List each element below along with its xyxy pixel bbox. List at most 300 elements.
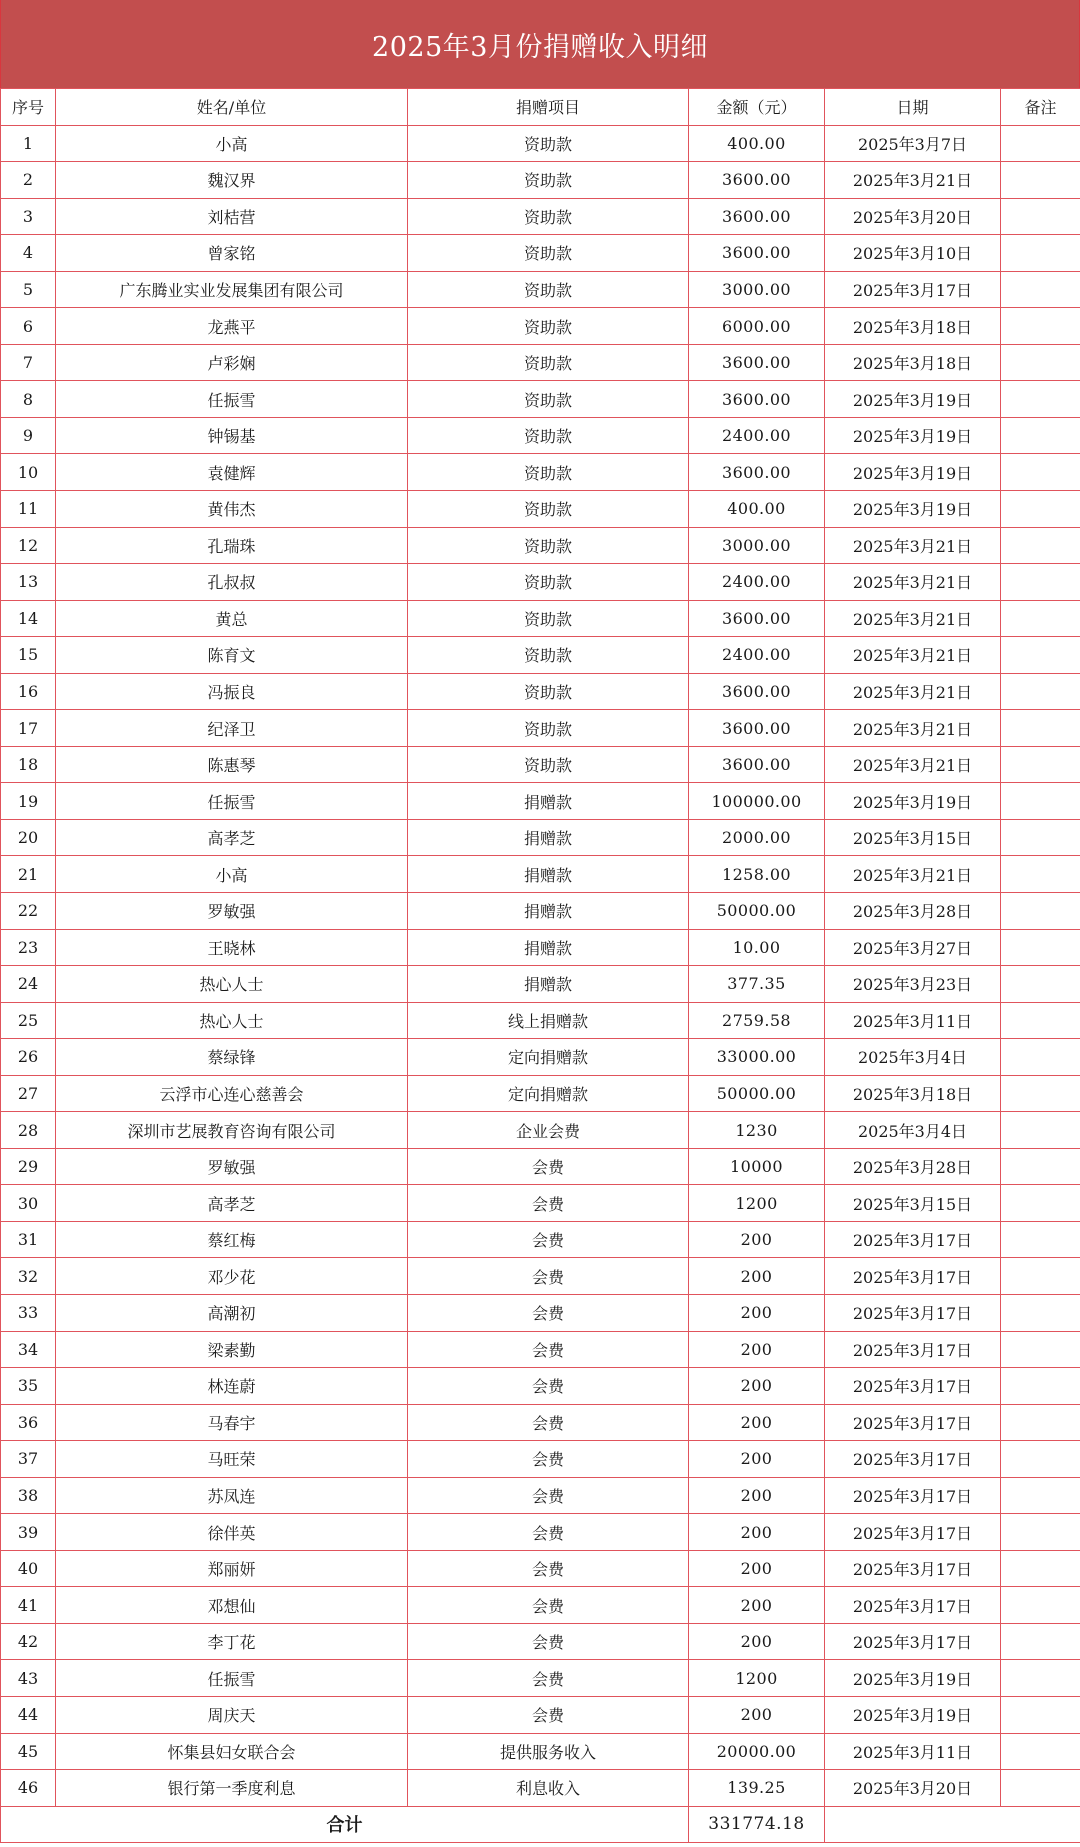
cell-amount: 1230 bbox=[689, 1112, 825, 1149]
cell-amount: 3600.00 bbox=[689, 600, 825, 637]
table-row bbox=[1, 1112, 1080, 1149]
cell-amount: 3600.00 bbox=[689, 710, 825, 747]
cell-project: 资助款 bbox=[408, 454, 689, 491]
table-row bbox=[1, 1550, 1080, 1587]
cell-date: 2025年3月18日 bbox=[825, 344, 1001, 381]
table-row bbox=[1, 1697, 1080, 1734]
cell-amount: 33000.00 bbox=[689, 1039, 825, 1076]
cell-amount: 1200 bbox=[689, 1185, 825, 1222]
cell-amount: 10000 bbox=[689, 1148, 825, 1185]
table-row bbox=[1, 856, 1080, 893]
cell-note bbox=[1001, 344, 1080, 381]
cell-seq: 7 bbox=[1, 344, 56, 381]
cell-name: 钟锡基 bbox=[56, 417, 408, 454]
cell-date: 2025年3月15日 bbox=[825, 1185, 1001, 1222]
cell-date: 2025年3月17日 bbox=[825, 1331, 1001, 1368]
cell-seq: 5 bbox=[1, 271, 56, 308]
cell-note bbox=[1001, 454, 1080, 491]
cell-note bbox=[1001, 673, 1080, 710]
table-row bbox=[1, 1368, 1080, 1405]
cell-name: 罗敏强 bbox=[56, 892, 408, 929]
cell-name: 怀集县妇女联合会 bbox=[56, 1733, 408, 1770]
cell-name: 高孝芝 bbox=[56, 819, 408, 856]
cell-note bbox=[1001, 966, 1080, 1003]
cell-name: 邓少花 bbox=[56, 1258, 408, 1295]
cell-amount: 2000.00 bbox=[689, 819, 825, 856]
cell-project: 资助款 bbox=[408, 235, 689, 272]
cell-amount: 20000.00 bbox=[689, 1733, 825, 1770]
cell-seq: 8 bbox=[1, 381, 56, 418]
cell-project: 会费 bbox=[408, 1441, 689, 1478]
cell-note bbox=[1001, 1733, 1080, 1770]
cell-name: 林连蔚 bbox=[56, 1368, 408, 1405]
cell-date: 2025年3月21日 bbox=[825, 746, 1001, 783]
cell-name: 龙燕平 bbox=[56, 308, 408, 345]
table-row bbox=[1, 344, 1080, 381]
cell-project: 会费 bbox=[408, 1331, 689, 1368]
cell-name: 深圳市艺展教育咨询有限公司 bbox=[56, 1112, 408, 1149]
header-note: 备注 bbox=[1001, 89, 1080, 126]
table-row bbox=[1, 198, 1080, 235]
table-header-row bbox=[1, 89, 1080, 126]
cell-date: 2025年3月27日 bbox=[825, 929, 1001, 966]
cell-project: 资助款 bbox=[408, 637, 689, 674]
table-row bbox=[1, 892, 1080, 929]
table-row bbox=[1, 710, 1080, 747]
cell-date: 2025年3月28日 bbox=[825, 1148, 1001, 1185]
cell-project: 会费 bbox=[408, 1295, 689, 1332]
table-row bbox=[1, 125, 1080, 162]
cell-note bbox=[1001, 1587, 1080, 1624]
cell-note bbox=[1001, 600, 1080, 637]
cell-amount: 200 bbox=[689, 1477, 825, 1514]
cell-note bbox=[1001, 1039, 1080, 1076]
cell-date: 2025年3月23日 bbox=[825, 966, 1001, 1003]
cell-date: 2025年3月17日 bbox=[825, 1587, 1001, 1624]
cell-name: 邓想仙 bbox=[56, 1587, 408, 1624]
cell-seq: 45 bbox=[1, 1733, 56, 1770]
cell-note bbox=[1001, 417, 1080, 454]
cell-date: 2025年3月21日 bbox=[825, 673, 1001, 710]
cell-name: 卢彩娴 bbox=[56, 344, 408, 381]
cell-seq: 46 bbox=[1, 1770, 56, 1807]
cell-seq: 4 bbox=[1, 235, 56, 272]
header-seq: 序号 bbox=[1, 89, 56, 126]
cell-name: 小高 bbox=[56, 856, 408, 893]
table-row bbox=[1, 1514, 1080, 1551]
cell-note bbox=[1001, 527, 1080, 564]
cell-note bbox=[1001, 198, 1080, 235]
cell-note bbox=[1001, 783, 1080, 820]
cell-project: 捐赠款 bbox=[408, 966, 689, 1003]
cell-date: 2025年3月17日 bbox=[825, 271, 1001, 308]
cell-note bbox=[1001, 1550, 1080, 1587]
cell-project: 资助款 bbox=[408, 198, 689, 235]
cell-note bbox=[1001, 1368, 1080, 1405]
cell-note bbox=[1001, 1441, 1080, 1478]
cell-seq: 1 bbox=[1, 125, 56, 162]
cell-name: 王晓林 bbox=[56, 929, 408, 966]
cell-note bbox=[1001, 710, 1080, 747]
cell-amount: 3600.00 bbox=[689, 344, 825, 381]
cell-seq: 24 bbox=[1, 966, 56, 1003]
table-row bbox=[1, 1770, 1080, 1807]
cell-date: 2025年3月4日 bbox=[825, 1112, 1001, 1149]
cell-seq: 34 bbox=[1, 1331, 56, 1368]
cell-note bbox=[1001, 1770, 1080, 1807]
cell-project: 企业会费 bbox=[408, 1112, 689, 1149]
cell-project: 会费 bbox=[408, 1148, 689, 1185]
cell-note bbox=[1001, 564, 1080, 601]
table-row bbox=[1, 162, 1080, 199]
table-row bbox=[1, 308, 1080, 345]
total-label: 合计 bbox=[1, 1806, 689, 1843]
cell-seq: 15 bbox=[1, 637, 56, 674]
cell-date: 2025年3月7日 bbox=[825, 125, 1001, 162]
cell-date: 2025年3月17日 bbox=[825, 1623, 1001, 1660]
table-row bbox=[1, 966, 1080, 1003]
cell-amount: 200 bbox=[689, 1331, 825, 1368]
cell-project: 资助款 bbox=[408, 710, 689, 747]
cell-name: 黄总 bbox=[56, 600, 408, 637]
cell-amount: 3000.00 bbox=[689, 271, 825, 308]
cell-amount: 3600.00 bbox=[689, 162, 825, 199]
cell-amount: 1200 bbox=[689, 1660, 825, 1697]
cell-name: 曾家铭 bbox=[56, 235, 408, 272]
table-row bbox=[1, 929, 1080, 966]
cell-seq: 13 bbox=[1, 564, 56, 601]
cell-project: 线上捐赠款 bbox=[408, 1002, 689, 1039]
cell-amount: 400.00 bbox=[689, 490, 825, 527]
cell-date: 2025年3月19日 bbox=[825, 1697, 1001, 1734]
cell-project: 会费 bbox=[408, 1623, 689, 1660]
cell-date: 2025年3月28日 bbox=[825, 892, 1001, 929]
cell-amount: 200 bbox=[689, 1221, 825, 1258]
cell-amount: 200 bbox=[689, 1587, 825, 1624]
cell-note bbox=[1001, 1514, 1080, 1551]
cell-seq: 35 bbox=[1, 1368, 56, 1405]
table-row bbox=[1, 1002, 1080, 1039]
cell-project: 资助款 bbox=[408, 125, 689, 162]
cell-note bbox=[1001, 162, 1080, 199]
cell-note bbox=[1001, 1404, 1080, 1441]
cell-project: 会费 bbox=[408, 1221, 689, 1258]
cell-date: 2025年3月21日 bbox=[825, 710, 1001, 747]
cell-project: 资助款 bbox=[408, 527, 689, 564]
cell-note bbox=[1001, 819, 1080, 856]
cell-date: 2025年3月19日 bbox=[825, 490, 1001, 527]
cell-seq: 9 bbox=[1, 417, 56, 454]
cell-name: 孔叔叔 bbox=[56, 564, 408, 601]
cell-seq: 33 bbox=[1, 1295, 56, 1332]
cell-amount: 200 bbox=[689, 1368, 825, 1405]
cell-project: 捐赠款 bbox=[408, 783, 689, 820]
title-bar bbox=[0, 0, 1080, 88]
table-row bbox=[1, 600, 1080, 637]
table-row bbox=[1, 381, 1080, 418]
cell-seq: 39 bbox=[1, 1514, 56, 1551]
cell-date: 2025年3月19日 bbox=[825, 1660, 1001, 1697]
cell-note bbox=[1001, 1697, 1080, 1734]
cell-seq: 26 bbox=[1, 1039, 56, 1076]
cell-seq: 42 bbox=[1, 1623, 56, 1660]
cell-amount: 139.25 bbox=[689, 1770, 825, 1807]
cell-seq: 2 bbox=[1, 162, 56, 199]
table-row bbox=[1, 454, 1080, 491]
table-row bbox=[1, 746, 1080, 783]
cell-seq: 36 bbox=[1, 1404, 56, 1441]
cell-amount: 2759.58 bbox=[689, 1002, 825, 1039]
cell-date: 2025年3月17日 bbox=[825, 1221, 1001, 1258]
cell-project: 会费 bbox=[408, 1258, 689, 1295]
cell-seq: 6 bbox=[1, 308, 56, 345]
cell-name: 周庆天 bbox=[56, 1697, 408, 1734]
cell-seq: 37 bbox=[1, 1441, 56, 1478]
cell-date: 2025年3月17日 bbox=[825, 1368, 1001, 1405]
cell-amount: 200 bbox=[689, 1623, 825, 1660]
cell-seq: 30 bbox=[1, 1185, 56, 1222]
cell-project: 资助款 bbox=[408, 673, 689, 710]
cell-name: 热心人士 bbox=[56, 1002, 408, 1039]
cell-amount: 3600.00 bbox=[689, 198, 825, 235]
cell-name: 任振雪 bbox=[56, 1660, 408, 1697]
cell-date: 2025年3月17日 bbox=[825, 1295, 1001, 1332]
cell-date: 2025年3月19日 bbox=[825, 381, 1001, 418]
cell-project: 资助款 bbox=[408, 344, 689, 381]
cell-name: 云浮市心连心慈善会 bbox=[56, 1075, 408, 1112]
cell-amount: 3600.00 bbox=[689, 454, 825, 491]
cell-seq: 21 bbox=[1, 856, 56, 893]
cell-project: 资助款 bbox=[408, 162, 689, 199]
cell-seq: 32 bbox=[1, 1258, 56, 1295]
cell-seq: 3 bbox=[1, 198, 56, 235]
table-row bbox=[1, 527, 1080, 564]
cell-date: 2025年3月17日 bbox=[825, 1404, 1001, 1441]
cell-name: 马旺荣 bbox=[56, 1441, 408, 1478]
cell-date: 2025年3月11日 bbox=[825, 1002, 1001, 1039]
cell-amount: 200 bbox=[689, 1550, 825, 1587]
cell-date: 2025年3月17日 bbox=[825, 1514, 1001, 1551]
cell-name: 黄伟杰 bbox=[56, 490, 408, 527]
cell-amount: 200 bbox=[689, 1514, 825, 1551]
cell-name: 小高 bbox=[56, 125, 408, 162]
cell-note bbox=[1001, 490, 1080, 527]
cell-amount: 3600.00 bbox=[689, 746, 825, 783]
cell-date: 2025年3月21日 bbox=[825, 527, 1001, 564]
cell-note bbox=[1001, 1112, 1080, 1149]
table-row bbox=[1, 1295, 1080, 1332]
cell-amount: 200 bbox=[689, 1258, 825, 1295]
table-row bbox=[1, 1331, 1080, 1368]
cell-project: 资助款 bbox=[408, 417, 689, 454]
cell-project: 资助款 bbox=[408, 271, 689, 308]
cell-project: 会费 bbox=[408, 1697, 689, 1734]
cell-project: 资助款 bbox=[408, 381, 689, 418]
cell-name: 高潮初 bbox=[56, 1295, 408, 1332]
cell-name: 任振雪 bbox=[56, 783, 408, 820]
cell-amount: 3600.00 bbox=[689, 235, 825, 272]
cell-date: 2025年3月4日 bbox=[825, 1039, 1001, 1076]
table-row bbox=[1, 1039, 1080, 1076]
header-amount: 金额（元） bbox=[689, 89, 825, 126]
cell-note bbox=[1001, 1623, 1080, 1660]
table-row bbox=[1, 673, 1080, 710]
table-row bbox=[1, 490, 1080, 527]
cell-name: 银行第一季度利息 bbox=[56, 1770, 408, 1807]
table-row bbox=[1, 1477, 1080, 1514]
table-row bbox=[1, 783, 1080, 820]
cell-note bbox=[1001, 308, 1080, 345]
cell-date: 2025年3月21日 bbox=[825, 162, 1001, 199]
table-row bbox=[1, 1404, 1080, 1441]
cell-amount: 3600.00 bbox=[689, 381, 825, 418]
table-row bbox=[1, 1221, 1080, 1258]
table-row bbox=[1, 1148, 1080, 1185]
table-row bbox=[1, 1587, 1080, 1624]
cell-seq: 20 bbox=[1, 819, 56, 856]
cell-seq: 11 bbox=[1, 490, 56, 527]
table-row bbox=[1, 417, 1080, 454]
cell-seq: 18 bbox=[1, 746, 56, 783]
cell-project: 捐赠款 bbox=[408, 929, 689, 966]
table-row bbox=[1, 564, 1080, 601]
table-row bbox=[1, 1660, 1080, 1697]
cell-note bbox=[1001, 271, 1080, 308]
cell-name: 梁素勤 bbox=[56, 1331, 408, 1368]
cell-amount: 50000.00 bbox=[689, 1075, 825, 1112]
page-title: 2025年3月份捐赠收入明细 bbox=[372, 31, 708, 63]
cell-amount: 400.00 bbox=[689, 125, 825, 162]
cell-name: 高孝芝 bbox=[56, 1185, 408, 1222]
cell-name: 蔡红梅 bbox=[56, 1221, 408, 1258]
total-amount: 331774.18 bbox=[689, 1806, 825, 1843]
table-row bbox=[1, 637, 1080, 674]
cell-note bbox=[1001, 125, 1080, 162]
cell-note bbox=[1001, 1148, 1080, 1185]
cell-seq: 25 bbox=[1, 1002, 56, 1039]
total-empty bbox=[825, 1806, 1080, 1843]
cell-seq: 40 bbox=[1, 1550, 56, 1587]
cell-name: 蔡绿锋 bbox=[56, 1039, 408, 1076]
cell-amount: 2400.00 bbox=[689, 637, 825, 674]
cell-project: 资助款 bbox=[408, 600, 689, 637]
cell-amount: 200 bbox=[689, 1697, 825, 1734]
cell-name: 孔瑞珠 bbox=[56, 527, 408, 564]
cell-note bbox=[1001, 637, 1080, 674]
cell-project: 会费 bbox=[408, 1550, 689, 1587]
cell-note bbox=[1001, 1258, 1080, 1295]
cell-name: 袁健辉 bbox=[56, 454, 408, 491]
cell-project: 提供服务收入 bbox=[408, 1733, 689, 1770]
cell-note bbox=[1001, 1075, 1080, 1112]
cell-seq: 17 bbox=[1, 710, 56, 747]
cell-project: 定向捐赠款 bbox=[408, 1075, 689, 1112]
cell-name: 广东腾业实业发展集团有限公司 bbox=[56, 271, 408, 308]
table-row bbox=[1, 1733, 1080, 1770]
cell-name: 任振雪 bbox=[56, 381, 408, 418]
cell-seq: 29 bbox=[1, 1148, 56, 1185]
cell-date: 2025年3月21日 bbox=[825, 600, 1001, 637]
cell-name: 马春宇 bbox=[56, 1404, 408, 1441]
cell-seq: 38 bbox=[1, 1477, 56, 1514]
cell-amount: 200 bbox=[689, 1441, 825, 1478]
cell-date: 2025年3月19日 bbox=[825, 783, 1001, 820]
cell-note bbox=[1001, 1295, 1080, 1332]
cell-name: 陈育文 bbox=[56, 637, 408, 674]
cell-amount: 10.00 bbox=[689, 929, 825, 966]
cell-project: 捐赠款 bbox=[408, 856, 689, 893]
header-date: 日期 bbox=[825, 89, 1001, 126]
table-row bbox=[1, 271, 1080, 308]
cell-amount: 100000.00 bbox=[689, 783, 825, 820]
cell-seq: 12 bbox=[1, 527, 56, 564]
cell-project: 捐赠款 bbox=[408, 819, 689, 856]
cell-amount: 2400.00 bbox=[689, 564, 825, 601]
cell-name: 苏凤连 bbox=[56, 1477, 408, 1514]
cell-seq: 43 bbox=[1, 1660, 56, 1697]
cell-seq: 31 bbox=[1, 1221, 56, 1258]
cell-name: 郑丽妍 bbox=[56, 1550, 408, 1587]
cell-seq: 41 bbox=[1, 1587, 56, 1624]
cell-amount: 200 bbox=[689, 1295, 825, 1332]
cell-date: 2025年3月11日 bbox=[825, 1733, 1001, 1770]
cell-date: 2025年3月20日 bbox=[825, 1770, 1001, 1807]
cell-date: 2025年3月19日 bbox=[825, 417, 1001, 454]
cell-name: 刘桔营 bbox=[56, 198, 408, 235]
cell-date: 2025年3月18日 bbox=[825, 1075, 1001, 1112]
cell-seq: 44 bbox=[1, 1697, 56, 1734]
cell-project: 会费 bbox=[408, 1404, 689, 1441]
cell-seq: 19 bbox=[1, 783, 56, 820]
cell-note bbox=[1001, 1002, 1080, 1039]
cell-note bbox=[1001, 235, 1080, 272]
cell-name: 李丁花 bbox=[56, 1623, 408, 1660]
cell-project: 会费 bbox=[408, 1477, 689, 1514]
total-row bbox=[1, 1806, 1080, 1843]
cell-project: 资助款 bbox=[408, 564, 689, 601]
cell-amount: 200 bbox=[689, 1404, 825, 1441]
cell-amount: 6000.00 bbox=[689, 308, 825, 345]
cell-date: 2025年3月17日 bbox=[825, 1258, 1001, 1295]
header-name: 姓名/单位 bbox=[56, 89, 408, 126]
cell-name: 纪泽卫 bbox=[56, 710, 408, 747]
cell-project: 会费 bbox=[408, 1368, 689, 1405]
cell-name: 罗敏强 bbox=[56, 1148, 408, 1185]
cell-project: 利息收入 bbox=[408, 1770, 689, 1807]
table-row bbox=[1, 1185, 1080, 1222]
donation-table bbox=[0, 88, 1080, 1843]
cell-project: 定向捐赠款 bbox=[408, 1039, 689, 1076]
cell-date: 2025年3月19日 bbox=[825, 454, 1001, 491]
cell-project: 捐赠款 bbox=[408, 892, 689, 929]
cell-project: 资助款 bbox=[408, 490, 689, 527]
cell-seq: 27 bbox=[1, 1075, 56, 1112]
cell-project: 会费 bbox=[408, 1514, 689, 1551]
cell-name: 徐伴英 bbox=[56, 1514, 408, 1551]
table-row bbox=[1, 1623, 1080, 1660]
table-body bbox=[1, 89, 1080, 1807]
cell-name: 热心人士 bbox=[56, 966, 408, 1003]
table-row bbox=[1, 819, 1080, 856]
cell-date: 2025年3月15日 bbox=[825, 819, 1001, 856]
cell-project: 会费 bbox=[408, 1660, 689, 1697]
cell-amount: 3600.00 bbox=[689, 673, 825, 710]
cell-name: 冯振良 bbox=[56, 673, 408, 710]
cell-amount: 50000.00 bbox=[689, 892, 825, 929]
cell-amount: 1258.00 bbox=[689, 856, 825, 893]
table-row bbox=[1, 1075, 1080, 1112]
cell-date: 2025年3月17日 bbox=[825, 1477, 1001, 1514]
